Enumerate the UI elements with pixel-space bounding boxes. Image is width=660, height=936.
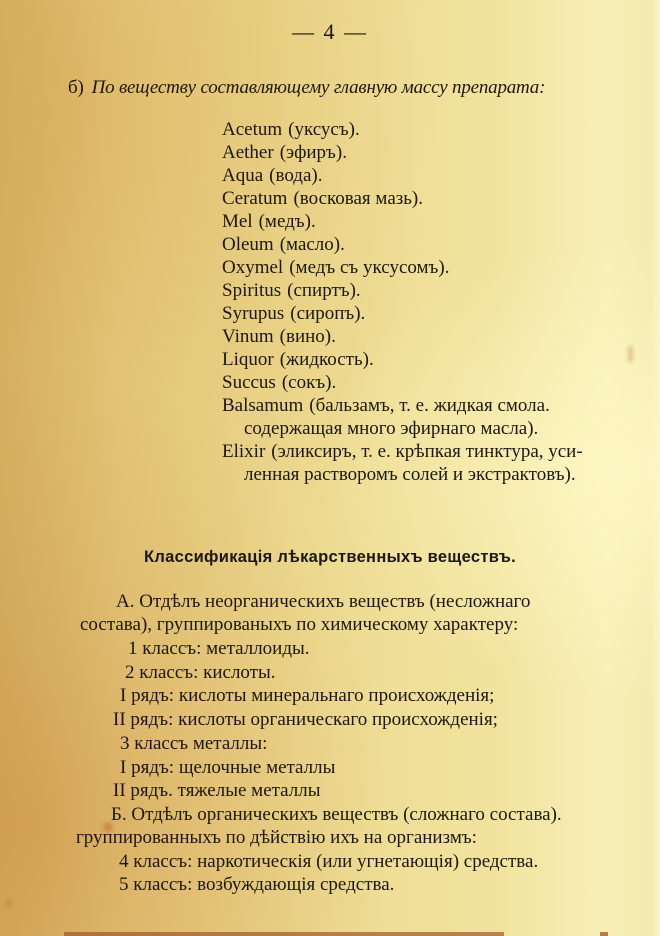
- list-item: [222, 371, 642, 394]
- latin-name: Syrupus: [222, 303, 285, 324]
- list-item: [222, 233, 642, 256]
- russian-gloss: (жидкость).: [279, 349, 374, 370]
- latin-name: Oleum: [222, 234, 274, 255]
- russian-gloss: (эликсиръ, т. е. крѣпкая тинктура, уси-: [271, 441, 583, 462]
- class-item: 5 классъ: возбуждающія средства.: [119, 874, 395, 895]
- latin-name: Liquor: [222, 349, 274, 370]
- division-b-heading-cont: группированныхъ по дѣйствію ихъ на организмъ:: [76, 827, 477, 848]
- russian-gloss: (медъ съ уксусомъ).: [289, 257, 450, 278]
- russian-gloss: (эфиръ).: [279, 142, 347, 163]
- list-item: [222, 187, 642, 210]
- class-item: 3 классъ металлы:: [120, 733, 268, 754]
- russian-gloss: (вино).: [279, 326, 336, 347]
- latin-name: Mel: [222, 211, 253, 232]
- latin-name: Aether: [222, 142, 274, 163]
- russian-gloss: (масло).: [279, 234, 345, 255]
- latin-name: Elixir: [222, 441, 266, 462]
- latin-name: Oxymel: [222, 257, 284, 278]
- list-item: [222, 302, 642, 325]
- gloss-continuation: содержащая много эфирнаго масла).: [244, 418, 539, 439]
- russian-gloss: (вода).: [269, 165, 323, 186]
- subheading: [68, 77, 545, 99]
- preparations-list: [222, 118, 642, 486]
- subheading-text: По веществу составляющему главную массу препарата:: [91, 77, 546, 98]
- class-item: 4 классъ: наркотическія (или угнетающія) средства.: [119, 851, 539, 872]
- latin-name: Succus: [222, 372, 276, 393]
- russian-gloss: (сиропъ).: [290, 303, 366, 324]
- latin-name: Spiritus: [222, 280, 282, 301]
- latin-name: Balsamum: [222, 395, 304, 416]
- scan-edge-mark: [64, 932, 504, 936]
- russian-gloss: (медъ).: [258, 211, 316, 232]
- series-item: II рядъ. тяжелые металлы: [113, 780, 321, 801]
- list-item: [222, 325, 642, 348]
- list-item: [222, 210, 642, 233]
- series-item: I рядъ: щелочные металлы: [120, 757, 336, 778]
- list-item: [222, 141, 642, 164]
- list-item: [222, 394, 642, 440]
- subheading-marker: б): [68, 77, 84, 98]
- page-number: — 4 —: [292, 19, 368, 44]
- russian-gloss: (сокъ).: [281, 372, 337, 393]
- series-item: I рядъ: кислоты минеральнаго происхожденія;: [120, 685, 495, 706]
- russian-gloss: (уксусъ).: [288, 119, 360, 140]
- latin-name: Aqua: [222, 165, 264, 186]
- russian-gloss: (бальзамъ, т. е. жидкая смола.: [309, 395, 550, 416]
- division-a-heading: А. Отдѣлъ неорганическихъ веществъ (несложнаго: [116, 591, 531, 612]
- scan-edge-mark: [600, 932, 608, 936]
- list-item: [222, 118, 642, 141]
- russian-gloss: (восковая мазь).: [293, 188, 423, 209]
- class-item: 2 классъ: кислоты.: [125, 662, 276, 683]
- latin-name: Ceratum: [222, 188, 288, 209]
- latin-name: Vinum: [222, 326, 274, 347]
- section-title: Классификація лѣкарственныхъ веществъ.: [144, 548, 516, 566]
- russian-gloss: (спиртъ).: [287, 280, 361, 301]
- list-item: [222, 440, 642, 486]
- division-a-heading-cont: состава), группированыхъ по химическому характеру:: [80, 614, 519, 635]
- series-item: II рядъ: кислоты органическаго происхожденія;: [113, 709, 498, 730]
- list-item: [222, 279, 642, 302]
- class-item: 1 классъ: металлоиды.: [128, 638, 310, 659]
- latin-name: Acetum: [222, 119, 283, 140]
- list-item: [222, 348, 642, 371]
- list-item: [222, 256, 642, 279]
- page-edge-highlight: [650, 0, 660, 936]
- list-item: [222, 164, 642, 187]
- division-b-heading: Б. Отдѣлъ органическихъ веществъ (сложнаго состава).: [111, 804, 562, 825]
- paper-stain: [6, 900, 12, 906]
- gloss-continuation: ленная растворомъ солей и экстрактовъ).: [244, 464, 576, 485]
